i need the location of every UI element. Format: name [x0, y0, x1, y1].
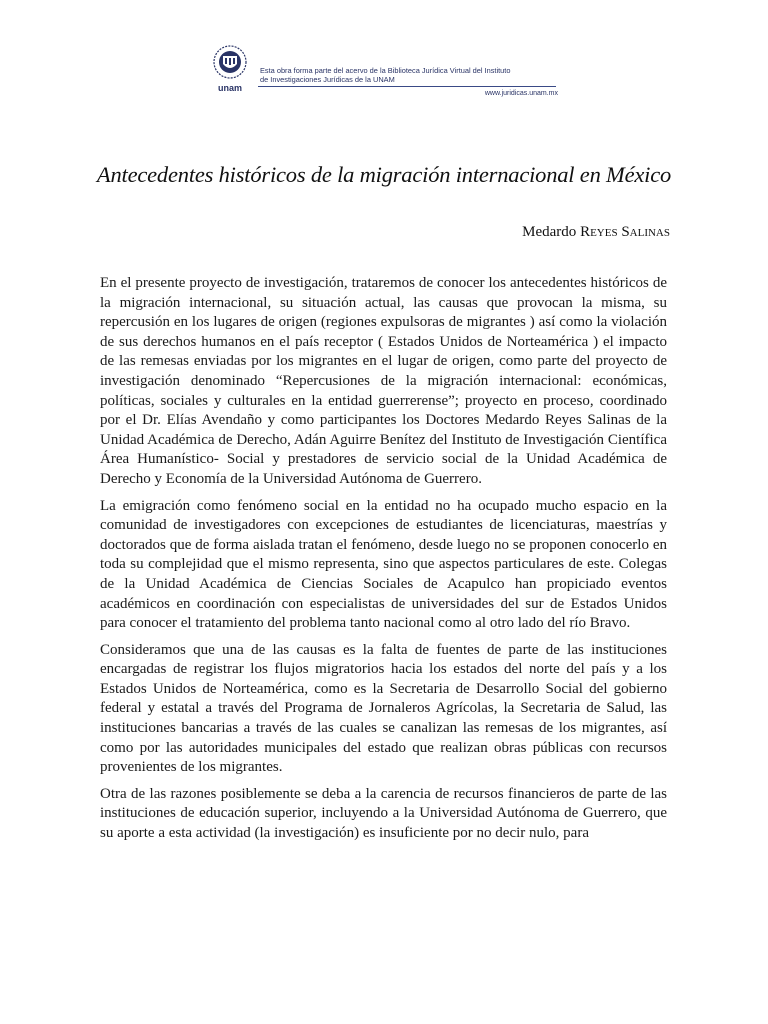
page-header: [208, 42, 568, 106]
author-name: [522, 224, 670, 241]
paragraph: Consideramos que una de las causas es la falta de fuentes de parte de las instituciones encargadas de registrar los flujos migratorios hacia los estados del norte del país y a los Estados Unidos de Norteamérica, como es la Secretaria de Desarrollo Social del gobierno federal y estatal a través del Programa de Jornaleros Agrícolas, la Secretaria de Salud, las instituciones bancarias a través de las cuales se canalizan las remesas de los migrantes, así como por las autoridades municipales del estado que realizan obras públicas con recursos provenientes de los migrantes.: [100, 641, 667, 776]
header-divider: [258, 86, 556, 87]
document-title: Antecedentes históricos de la migración internacional en México: [96, 162, 672, 187]
paragraph: Otra de las razones posiblemente se deba a la carencia de recursos financieros de parte de las instituciones de educación superior, incluyendo a la Universidad Autónoma de Guerrero, que su aporte a esta actividad (la investigación) es insuficiente por no decir nulo, para: [100, 785, 667, 842]
header-line-2: de Investigaciones Jurídicas de la UNAM: [260, 74, 395, 84]
header-notice: [260, 67, 560, 84]
logo-text: unam: [217, 83, 243, 93]
author-given-name: Medardo: [522, 224, 581, 240]
header-line-1: Esta obra forma parte del acervo de la Biblioteca Jurídica Virtual del Instituto: [260, 66, 511, 75]
paragraph: En el presente proyecto de investigación, trataremos de conocer los antecedentes históricos de la migración internacional, su situación actual, las causas que provocan la misma, su repercusión en los lugares de origen (regiones expulsoras de migrantes ) así como la violación de sus derechos humanos en el país receptor ( Estados Unidos de Norteamérica ) el impacto de las remesas enviadas por los migrantes en el lugar de origen, como parte del proyecto de investigación denominado “Repercusiones de la migración internacional: económicas, políticas, sociales y culturales en la entidad guerrerense”; proyecto en proceso, coordinado por el Dr. Elías Avendaño y como participantes los Doctores Medardo Reyes Salinas de la Unidad Académica de Derecho, Adán Aguirre Benítez del Instituto de Investigación Científica Área Humanístico- Social y prestadores de servicio social de la Unidad Académica de Derecho y Economía de la Universidad Autónoma de Guerrero.: [100, 275, 667, 487]
author-surname: Reyes Salinas: [580, 224, 670, 240]
paragraph: La emigración como fenómeno social en la entidad no ha ocupado mucho espacio en la comunidad de investigadores con excepciones de estudiantes de licenciaturas, maestrías y doctorados que de forma aislada tratan el fenómeno, desde luego no se proponen conocerlo en toda su complejidad que el mismo representa, sino que aspectos particulares de este. Colegas de la Unidad Académica de Ciencias Sociales de Acapulco han propiciado eventos académicos en coordinación con especialistas de universidades del sur de Estados Unidos para conocer el tratamiento del problema tanto nacional como al otro lado del río Bravo.: [100, 497, 667, 632]
document-body: [100, 274, 667, 851]
header-url-link[interactable]: www.juridicas.unam.mx: [484, 90, 558, 97]
unam-logo-icon: [208, 42, 256, 100]
